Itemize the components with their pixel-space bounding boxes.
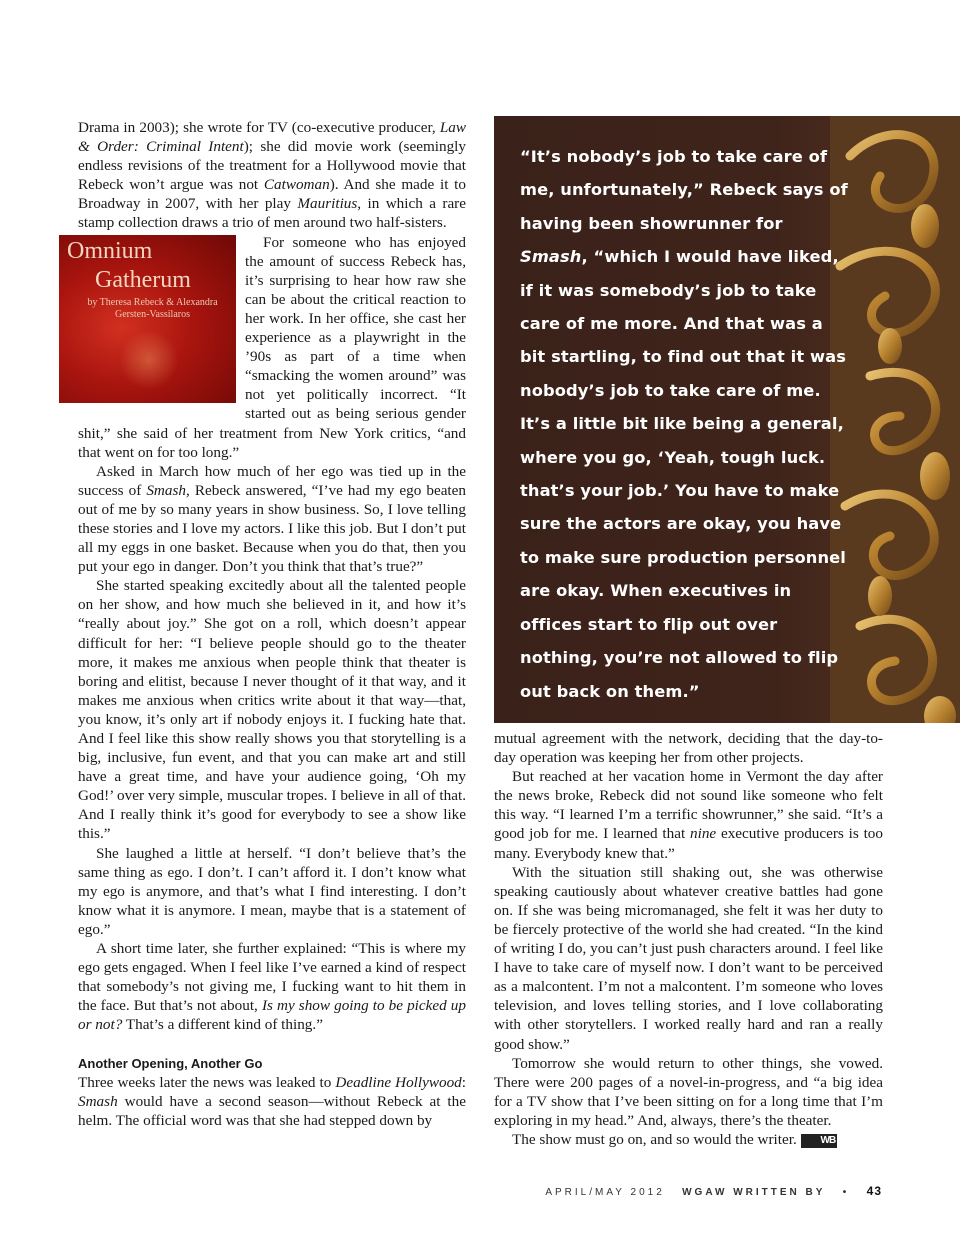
paragraph-10: With the situation still shaking out, she was otherwise speaking cautiously about whatever creative battles had gone on. If she was being micromanaged, she felt it was her duty to be fiercely protective of the world she had created. “In the kind of writing I do, you can’t just push characters around. I feel like I have to take care of myself now. I don’t want to be perceived as a malcontent. I’m not a malcontent. I’m someone who loves television, and loves telling stories, and I love collaborating with other storytellers. I worked really hard and ran a really good show.” bbox=[494, 863, 883, 1053]
paragraph-5: She laughed a little at herself. “I don’t believe that’s the same thing as ego. I don’t. I can’t afford it. I don’t know what my ego is anymore, and that’s what I find interesting. I don’t know what it is anymore. I mean, maybe that is a statement of ego.” bbox=[78, 844, 466, 938]
paragraph-12: The show must go on, and so would the writer. WB bbox=[512, 1130, 836, 1148]
section-subhead: Another Opening, Another Go bbox=[78, 1055, 263, 1071]
footer-magazine: WGAW WRITTEN BY bbox=[682, 1187, 826, 1198]
paragraph-9: But reached at her vacation home in Vermont the day after the news broke, Rebeck did not sound like someone who felt this way. “I learned I’m a terrific showrunner,” she said. “It’s a good job for me. I learned that nine executive producers is too many. Everybody knew that.” bbox=[494, 768, 883, 862]
page-number: 43 bbox=[866, 1184, 882, 1198]
end-mark-icon: WB bbox=[801, 1134, 838, 1148]
right-column bbox=[494, 729, 883, 1149]
pull-quote-box bbox=[494, 116, 960, 723]
paragraph-2: For someone who has enjoyed the amount of success Rebeck has, it’s surprising to hear how raw she can be about the critical reaction to her work. In her office, she cast her experience as a playwright in the ’90s as part of a time when “smacking the women around” was not yet politically incorrect. “It started out as being serious gender shit,” she said of her treatment from New York critics, “and that went on for too long.” bbox=[78, 233, 466, 461]
footer-issue: APRIL/MAY 2012 bbox=[545, 1187, 665, 1198]
book-authors: by Theresa Rebeck & Alexandra Gersten-Vassilaros bbox=[87, 296, 218, 320]
page-footer bbox=[545, 1184, 882, 1198]
paragraph-8: mutual agreement with the network, deciding that the day-to-day operation was keeping her from other projects. bbox=[494, 730, 883, 767]
paragraph-1: Drama in 2003); she wrote for TV (co-executive producer, Law & Order: Criminal Intent); she did movie work (seemingly endless revisions of the treatment for a Hollywood movie that Rebeck won’t argue was not Catwoman). And she made it to Broadway in 2007, with her play Mauritius, in which a rare stamp collection draws a trio of men around two half-sisters. bbox=[78, 119, 466, 232]
book-cover-image bbox=[59, 235, 236, 403]
left-column bbox=[67, 118, 466, 1130]
paragraph-11: Tomorrow she would return to other things, she vowed. There were 200 pages of a novel-in-progress, and “a big idea for a TV show that I’ve been sitting on for a long time that I’m exploring in my head.” And, always, there’s the theater. bbox=[494, 1054, 883, 1129]
paragraph-6: A short time later, she further explained: “This is where my ego gets engaged. When I feel like I’ve earned a kind of respect that somebody’s not giving me, I fucking want to hit them in the face. But that’s not about, Is my show going to be picked up or not? That’s a different kind of thing.” bbox=[78, 940, 466, 1034]
book-title: Omnium Gatherum bbox=[67, 237, 191, 293]
paragraph-3: Asked in March how much of her ego was tied up in the success of Smash, Rebeck answered, “I’ve had my ego beaten out of me by so many years in show business. So, I love telling these stories and I love my actors. I like this job. But I don’t put all my eggs in one basket. Because when you do that, then you put your ego in danger. Don’t you think that that’s true?” bbox=[78, 462, 466, 576]
paragraph-4: She started speaking excitedly about all the talented people on her show, and how much she believed in it, and how it’s “really about joy.” She got on a roll, which doesn’t appear difficult for her: “I believe people should go to the theater more, it makes me anxious when people think that theater is boring and elitist, because I never thought of it that way, and it makes me anxious when critics write about it that way—that, you know, it’s only art if nobody enjoys it. I fucking hate that. And I feel like this show really shows you that storytelling is a big, inclusive, fun event, and that you can make art and still have a great time, and have your audience going, ‘Oh my God!’ over very simple, muscular tropes. I believe in all of that. And I really think it’s good for everybody to see a show like this.” bbox=[78, 577, 466, 843]
pull-quote-text: “It’s nobody’s job to take care of me, unfortunately,” Rebeck says of having been showrunner for Smash, “which I would have liked, if it was somebody’s job to take care of me more. And that was a bit startling, to find out that it was nobody’s job to take care of me. It’s a little bit like being a general, where you go, ‘Yeah, tough luck. that’s your job.’ You have to make sure the actors are okay, you have to make sure production personnel are okay. When executives in offices start to flip out over nothing, you’re not allowed to flip out back on them.” bbox=[520, 147, 848, 701]
paragraph-7: Three weeks later the news was leaked to Deadline Hollywood: Smash would have a second season—without Rebeck at the helm. The official word was that she had stepped down by bbox=[78, 1073, 466, 1129]
footer-bullet: • bbox=[842, 1187, 850, 1198]
